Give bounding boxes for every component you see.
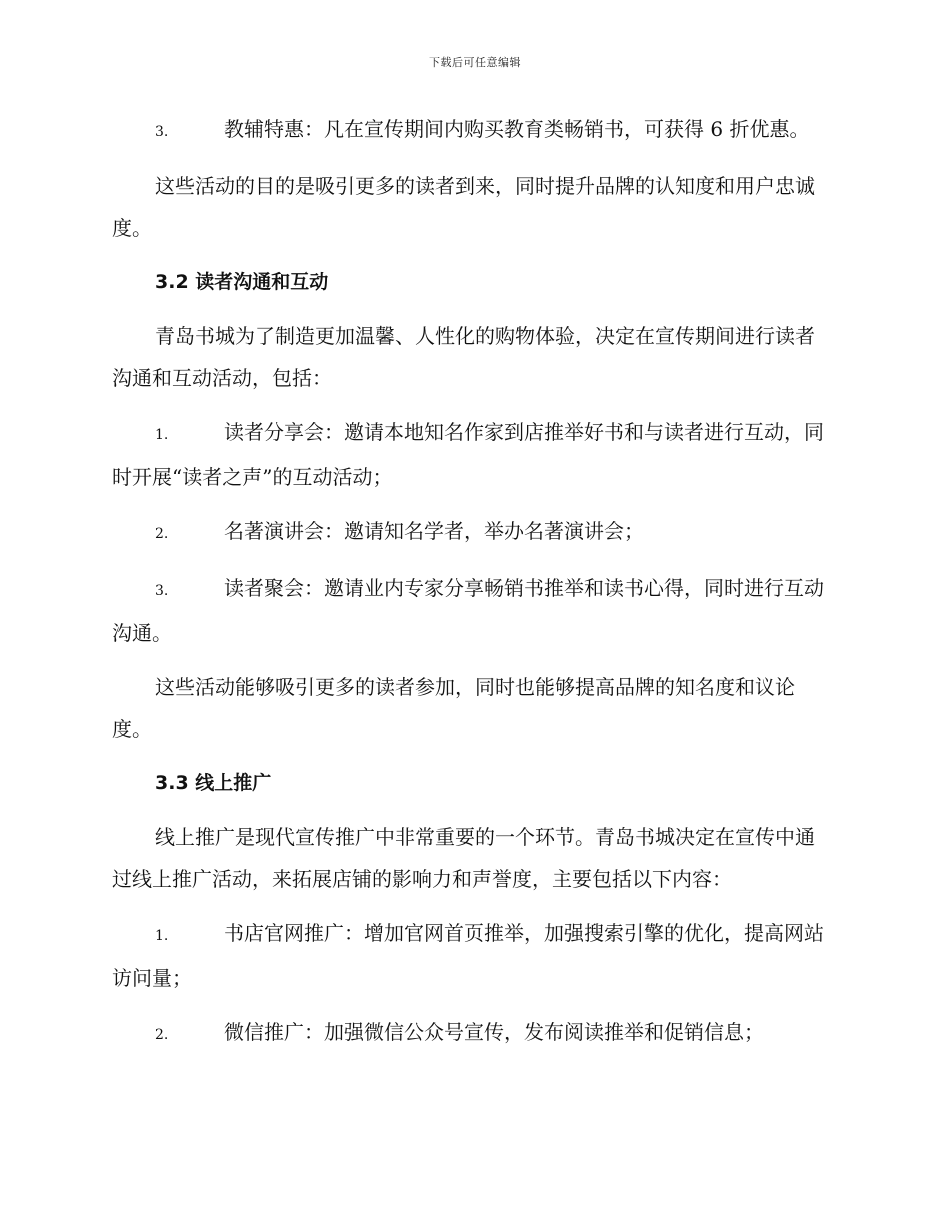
list-item: [112, 411, 834, 498]
paragraph: 青岛书城为了制造更加温馨、人性化的购物体验，决定在宣传期间进行读者沟通和互动活动，包括：: [112, 324, 815, 390]
list-item: [112, 108, 834, 153]
list-item-number: 2.: [155, 1027, 169, 1043]
list-item-text: 书店官网推广：增加官网首页推举，加强搜索引擎的优化，提高网站访问量；: [112, 921, 824, 990]
list-item-text: 读者聚会：邀请业内专家分享畅销书推举和读书心得，同时进行互动沟通。: [112, 576, 824, 645]
list-item-text: 微信推广：加强微信公众号宣传，发布阅读推举和促销信息；: [224, 1020, 764, 1044]
paragraph: 线上推广是现代宣传推广中非常重要的一个环节。青岛书城决定在宣传中通过线上推广活动，来拓展店铺的影响力和声誉度，主要包括以下内容：: [112, 825, 815, 891]
list-item-number: 1.: [155, 928, 169, 944]
section-heading: 3.3 线上推广: [155, 772, 272, 794]
page-header: 下载后可任意编辑: [429, 56, 521, 69]
list-item-text: 教辅特惠：凡在宣传期间内购买教育类畅销书，可获得 6 折优惠。: [224, 117, 810, 141]
document-body: [112, 108, 834, 1068]
list-item: [112, 567, 834, 654]
paragraph: 这些活动的目的是吸引更多的读者到来，同时提升品牌的认知度和用户忠诚度。: [112, 174, 815, 240]
list-item: [112, 912, 834, 999]
list-item-text: 读者分享会：邀请本地知名作家到店推举好书和与读者进行互动，同时开展“读者之声”的互动活动；: [112, 420, 824, 489]
list-item-number: 1.: [155, 427, 169, 443]
paragraph: 这些活动能够吸引更多的读者参加，同时也能够提高品牌的知名度和议论度。: [112, 675, 795, 741]
list-item: [112, 510, 834, 555]
section-heading: 3.2 读者沟通和互动: [155, 271, 329, 293]
list-item-number: 2.: [155, 526, 169, 542]
list-item-number: 3.: [155, 583, 169, 599]
list-item: [112, 1011, 834, 1056]
list-item-number: 3.: [155, 124, 169, 140]
list-item-text: 名著演讲会：邀请知名学者，举办名著演讲会；: [224, 519, 644, 543]
